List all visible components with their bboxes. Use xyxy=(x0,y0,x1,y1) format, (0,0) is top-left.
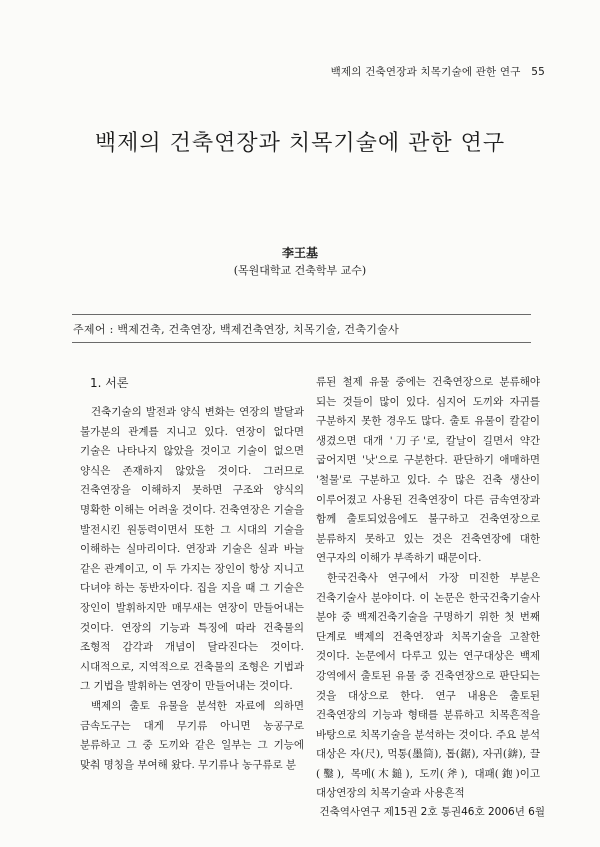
keywords-top-rule xyxy=(72,314,531,315)
author-name: 李王基 xyxy=(281,246,318,260)
paper-title: 백제의 건축연장과 치목기술에 관한 연구 xyxy=(94,131,506,156)
paragraph: 백제의 출토 유물을 분석한 자료에 의하면 금속도구는 대게 무기류 아니면 농공구로 분류하고 그 중 도끼와 같은 일부는 그 기능에 맞춰 명칭을 부여해 왔다. 무기류나 농구류로 분 xyxy=(80,699,304,771)
journal-footer: 건축역사연구 제15권 2호 통권46호 2006년 6월 xyxy=(319,806,545,818)
author-affiliation: (목원대학교 건축학부 교수) xyxy=(233,264,367,277)
page-number: 55 xyxy=(531,66,545,78)
left-column xyxy=(80,373,304,775)
paragraph: 건축기술의 발전과 양식 변화는 연장의 발달과 불가분의 관계를 지니고 있다. 연장이 없다면 기술은 나타나지 않았을 것이고 기술이 없으면 양식은 존재하지 않았을 것이다. 그러므로 건축연장을 이해하지 못하면 구조와 양식의 명확한 이해는 어려울 것이다. 건축연장은 기술을 발전시킨 원동력이면서 또한 그 시대의 기술을 이해하는 실마리이다. 연장과 기술은 실과 바늘 같은 관계이고, 이 두 가지는 장인이 항상 지니고 다녀야 하는 동반자이다. 집을 지을 때 그 기술은 장인이 발휘하지만 매무새는 연장이 만들어내는 것이다. 연장의 기능과 특징에 따라 건축물의 조형적 감각과 개념이 달라진다는 것이다. 시대적으로, 지역적으로 건축물의 조형은 기법과 그 기법을 발휘하는 연장이 만들어내는 것이다. xyxy=(80,406,304,693)
paragraph: 류된 철제 유물 중에는 건축연장으로 분류해야 되는 것들이 많이 있다. 심지어 도끼와 자귀를 구분하지 못한 경우도 많다. 출토 유물이 칼같이 생겼으면 대개 '刀子'로, 칼날이 길면서 약간 굽어지면 '낫'으로 구분한다. 판단하기 애매하면 '철물'로 구분하고 있다. 수 많은 건축 생산이 이루어졌고 사용된 건축연장이 다른 금속연장과 함께 출토되었음에도 불구하고 건축연장으로 분류하지 못하고 있는 것은 건축연장에 대한 연구자의 이해가 부족하기 때문이다. xyxy=(316,376,540,565)
keywords-bottom-rule xyxy=(72,342,531,343)
running-header xyxy=(0,64,545,79)
right-column xyxy=(316,373,540,804)
keywords: 주제어 : 백제건축, 건축연장, 백제건축연장, 치목기술, 건축기술사 xyxy=(73,323,400,336)
paragraph: 한국건축사 연구에서 가장 미진한 부분은 건축기술사 분야이다. 이 논문은 한국건축기술사 분야 중 백제건축기술을 구명하기 위한 첫 번째 단계로 백제의 건축연장과 치목기술을 고찰한 것이다. 논문에서 다루고 있는 연구대상은 백제 강역에서 출토된 유물 중 건축연장으로 판단되는 것을 대상으로 한다. 연구 내용은 출토된 건축연장의 기능과 형태를 분류하고 치목흔적을 바탕으로 치목기술을 분석하는 것이다. 주요 분석 대상은 자(尺), 먹통(墨筒), 톱(鋸), 자귀(錛), 끌(鑿), 목메(木鎚), 도끼(斧), 대패(鉋)이고 대상연장의 치목기술과 사용흔적 xyxy=(316,571,540,800)
section-heading: 1. 서론 xyxy=(90,376,129,390)
running-title: 백제의 건축연장과 치목기술에 관한 연구 xyxy=(330,66,521,78)
